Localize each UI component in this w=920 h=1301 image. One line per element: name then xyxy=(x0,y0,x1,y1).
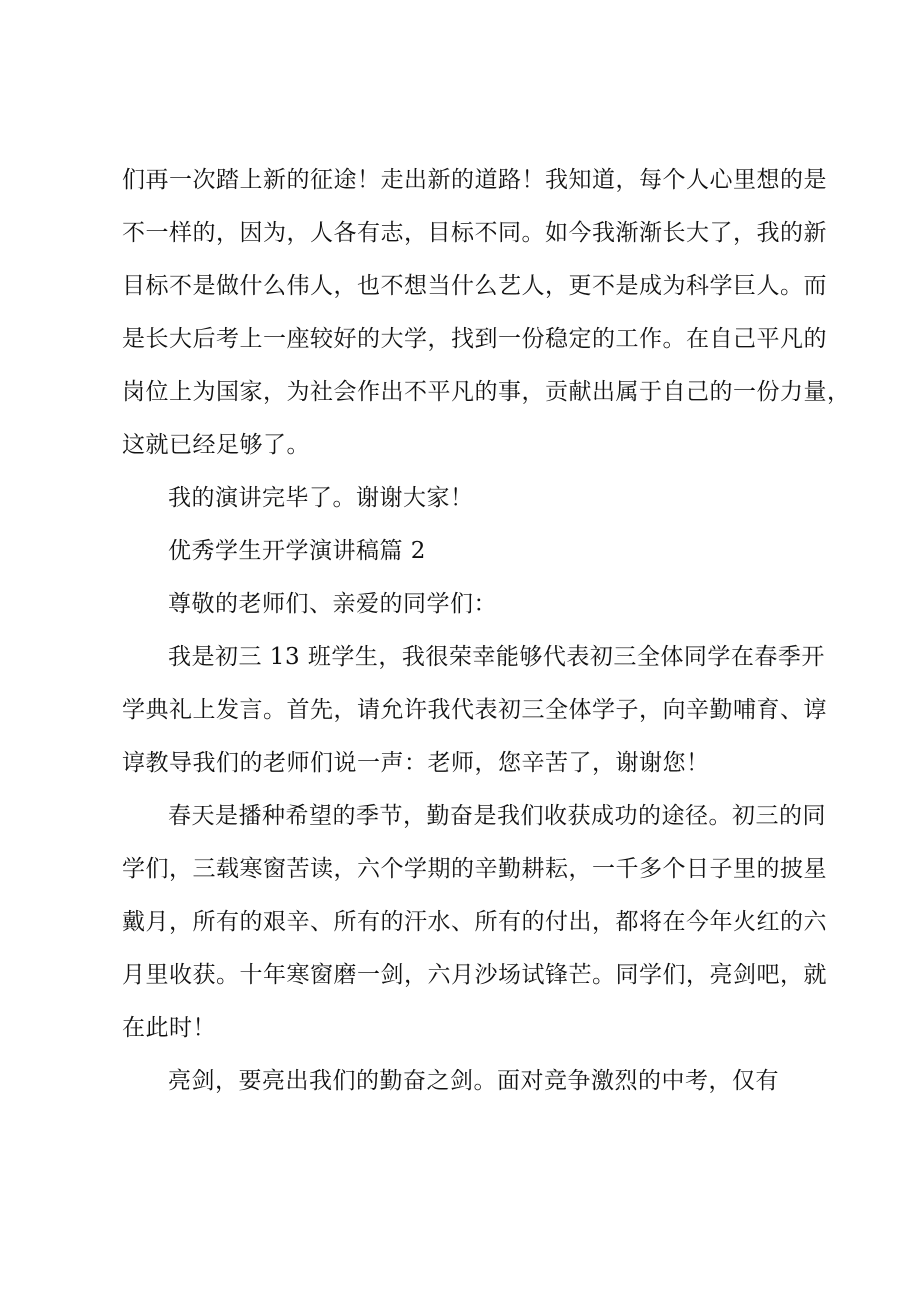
closing-line: 我的演讲完毕了。谢谢大家！ xyxy=(168,485,474,511)
text-line: 月里收获。十年寒窗磨一剑，六月沙场试锋芒。同学们，亮剑吧，就 xyxy=(122,962,827,988)
text-line: 学们，三载寒窗苦读，六个学期的辛勤耕耘，一千多个日子里的披星 xyxy=(122,856,827,882)
text-line: 谆教导我们的老师们说一声：老师，您辛苦了，谢谢您！ xyxy=(122,750,710,776)
text-line: 春天是播种希望的季节，勤奋是我们收获成功的途径。初三的同 xyxy=(168,803,826,829)
section-heading: 优秀学生开学演讲稿篇 2 xyxy=(168,538,426,564)
text-line: 亮剑，要亮出我们的勤奋之剑。面对竞争激烈的中考，仅有 xyxy=(168,1068,779,1094)
text-line: 是长大后考上一座较好的大学，找到一份稳定的工作。在自己平凡的 xyxy=(122,326,827,352)
text-line: 戴月，所有的艰辛、所有的汗水、所有的付出，都将在今年火红的六 xyxy=(122,909,827,935)
text-line: 不一样的，因为，人各有志，目标不同。如今我渐渐长大了，我的新 xyxy=(122,220,827,246)
text-line: 岗位上为国家，为社会作出不平凡的事，贡献出属于自己的一份力量， xyxy=(122,379,851,405)
text-line: 我是初三 13 班学生，我很荣幸能够代表初三全体同学在春季开 xyxy=(168,644,825,670)
text-line: 学典礼上发言。首先，请允许我代表初三全体学子，向辛勤哺育、谆 xyxy=(122,697,827,723)
text-line: 目标不是做什么伟人，也不想当什么艺人，更不是成为科学巨人。而 xyxy=(122,273,827,299)
text-line: 在此时！ xyxy=(122,1015,216,1041)
text-line: 们再一次踏上新的征途！走出新的道路！我知道，每个人心里想的是 xyxy=(122,167,827,193)
salutation: 尊敬的老师们、亲爱的同学们： xyxy=(168,591,497,617)
text-line: 这就已经足够了。 xyxy=(122,432,310,458)
